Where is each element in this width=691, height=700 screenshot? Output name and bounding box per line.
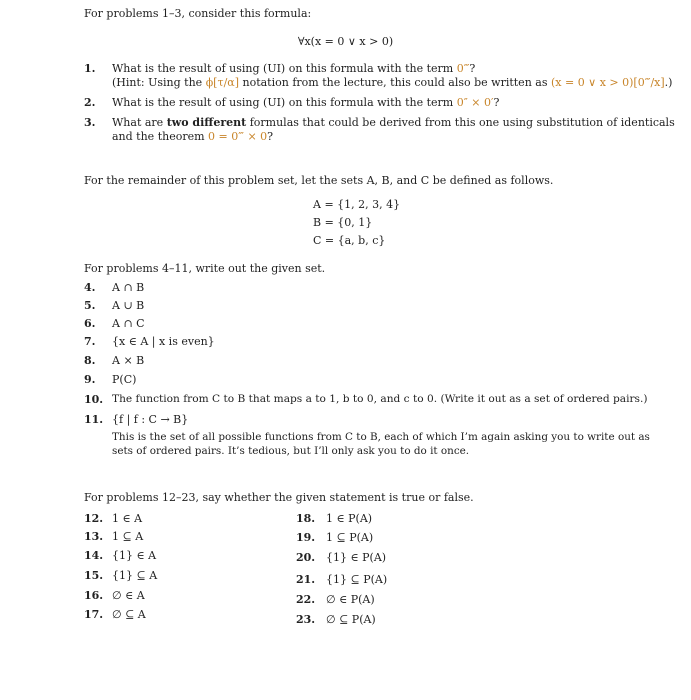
problem-23-text: ∅ ⊆ P(A) — [326, 613, 376, 626]
problem-3-text — [112, 116, 675, 129]
set-c-definition: C = {a, b, c} — [313, 234, 386, 247]
problem-21-text: {1} ⊆ P(A) — [326, 573, 388, 586]
problem-11-text: {f | f : C → B} — [112, 413, 189, 426]
problem-8-number: 8. — [84, 354, 96, 367]
problem-16-number: 16. — [84, 589, 104, 602]
problem-1-end: ? — [469, 62, 476, 75]
problem-4-text: A ∩ B — [112, 281, 145, 294]
problem-6-text: A ∩ C — [112, 317, 145, 330]
problem-20-text: {1} ∈ P(A) — [326, 551, 387, 564]
problem-2-question: What is the result of using (UI) on this formula with the term — [112, 96, 454, 109]
problem-20-number: 20. — [296, 551, 316, 564]
hint-phi-notation: ϕ[τ/α] — [205, 76, 239, 89]
problem-15-text: {1} ⊆ A — [112, 569, 158, 582]
problem-2-number: 2. — [84, 96, 96, 109]
problem-22-text: ∅ ∈ P(A) — [326, 593, 375, 606]
problem-22-number: 22. — [296, 593, 316, 606]
problem-5-number: 5. — [84, 299, 96, 312]
hint-expression: (x = 0 ∨ x > 0)[0‴/x] — [550, 76, 665, 89]
problem-3-pre: What are — [112, 116, 164, 129]
problem-11-note-line2: sets of ordered pairs. It’s tedious, but I’ll only ask you to do it once. — [112, 445, 470, 457]
problem-3-line2-end: ? — [267, 130, 274, 143]
main-formula: ∀x(x = 0 ∨ x > 0) — [297, 35, 394, 48]
problem-18-text: 1 ∈ P(A) — [326, 512, 373, 525]
problem-10-number: 10. — [84, 393, 104, 406]
problem-1-question: What is the result of using (UI) on this formula with the term — [112, 62, 454, 75]
problem-11-number: 11. — [84, 413, 104, 426]
hint-middle: notation from the lecture, this could also be written as — [242, 76, 548, 89]
problem-21-number: 21. — [296, 573, 316, 586]
problem-2-text — [112, 96, 499, 109]
set-b-definition: B = {0, 1} — [313, 216, 373, 229]
problem-19-number: 19. — [296, 531, 316, 544]
problem-9-text: P(C) — [112, 373, 137, 386]
hint-prefix: (Hint: Using the — [112, 76, 203, 89]
problem-3-post: formulas that could be derived from this one using substitution of identicals — [249, 116, 675, 129]
problem-1-number: 1. — [84, 62, 96, 75]
problem-13-text: 1 ⊆ A — [112, 530, 144, 543]
problem-3-theorem: 0 = 0‴ × 0 — [208, 130, 268, 143]
problem-15-number: 15. — [84, 569, 104, 582]
problem-3-line2-pre: and the theorem — [112, 130, 205, 143]
problem-12-number: 12. — [84, 512, 104, 525]
problem-13-number: 13. — [84, 530, 104, 543]
problem-3-bold: two different — [166, 116, 247, 129]
problem-2-term: 0″ × 0′ — [456, 96, 494, 109]
problem-7-text: {x ∈ A | x is even} — [112, 335, 215, 348]
problem-5-text: A ∪ B — [112, 299, 145, 312]
problem-17-number: 17. — [84, 608, 104, 621]
intro-problems-1-3: For problems 1–3, consider this formula: — [84, 7, 312, 20]
problem-19-text: 1 ⊆ P(A) — [326, 531, 374, 544]
intro-problems-12-23: For problems 12–23, say whether the given statement is true or false. — [84, 491, 474, 504]
problem-1-text — [112, 62, 475, 75]
problem-14-text: {1} ∈ A — [112, 549, 157, 562]
problem-16-text: ∅ ∈ A — [112, 589, 145, 602]
intro-set-definitions: For the remainder of this problem set, let the sets A, B, and C be defined as follows. — [84, 174, 554, 187]
problem-11-note-line1: This is the set of all possible functions from C to B, each of which I’m again asking you to write out as — [112, 431, 650, 443]
problem-23-number: 23. — [296, 613, 316, 626]
problem-1-term: 0‴ — [456, 62, 470, 75]
problem-10-text: The function from C to B that maps a to 1, b to 0, and c to 0. (Write it out as a set of ordered pairs.) — [112, 393, 648, 405]
set-a-definition: A = {1, 2, 3, 4} — [313, 198, 401, 211]
hint-end: .) — [664, 76, 673, 89]
problem-3-number: 3. — [84, 116, 96, 129]
problem-3-line2 — [112, 130, 273, 143]
problem-17-text: ∅ ⊆ A — [112, 608, 146, 621]
problem-6-number: 6. — [84, 317, 96, 330]
problem-7-number: 7. — [84, 335, 96, 348]
problem-8-text: A × B — [112, 354, 145, 367]
problem-9-number: 9. — [84, 373, 96, 386]
problem-14-number: 14. — [84, 549, 104, 562]
problem-1-hint — [112, 76, 672, 89]
problem-4-number: 4. — [84, 281, 96, 294]
problem-12-text: 1 ∈ A — [112, 512, 143, 525]
intro-problems-4-11: For problems 4–11, write out the given set. — [84, 262, 326, 275]
problem-2-end: ? — [493, 96, 500, 109]
problem-18-number: 18. — [296, 512, 316, 525]
